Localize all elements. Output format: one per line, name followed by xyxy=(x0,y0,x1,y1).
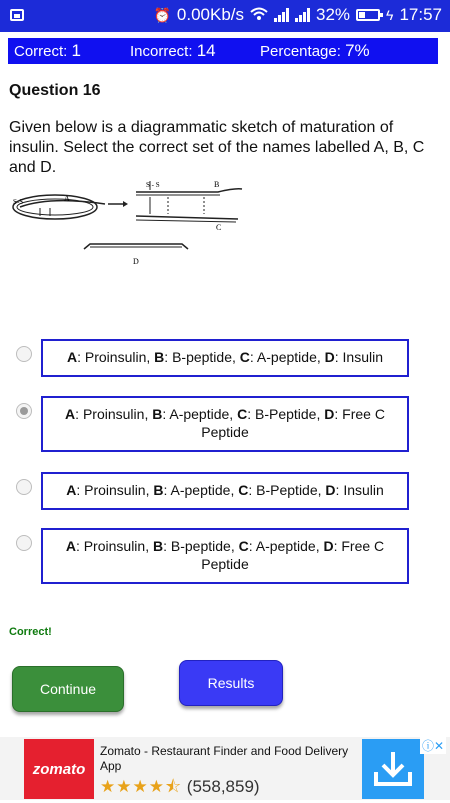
option-2-a: Proinsulin xyxy=(82,406,145,422)
incorrect-count xyxy=(130,41,216,61)
option-2-radio[interactable] xyxy=(16,403,32,419)
option-2[interactable]: A: Proinsulin, B: A-peptide, C: B-Peptide, D: Free C Peptide xyxy=(41,396,409,452)
ad-logo[interactable]: zomato xyxy=(24,739,94,799)
option-3-d: Insulin xyxy=(343,482,384,498)
percentage-label: Percentage: xyxy=(260,43,341,60)
option-1-d: Insulin xyxy=(342,349,384,365)
option-3-a: Proinsulin xyxy=(84,482,146,498)
feedback-text: Correct! xyxy=(9,626,52,638)
option-4-d: Free C Peptide xyxy=(201,538,385,572)
option-3[interactable]: A: Proinsulin, B: A-peptide, C: B-Peptide, D: Insulin xyxy=(41,472,409,510)
signal-1-icon xyxy=(274,8,289,22)
label-d: D xyxy=(133,257,139,266)
label-b: B xyxy=(214,180,220,189)
option-3-c: B-Peptide xyxy=(256,482,318,498)
star-rating-icon: ★★★★⯪ xyxy=(100,777,183,796)
score-bar xyxy=(8,38,438,64)
clock: 17:57 xyxy=(399,5,442,24)
insulin-maturation-diagram xyxy=(10,176,250,270)
status-right xyxy=(153,5,442,25)
question-text: Given below is a diagrammatic sketch of maturation of insulin. Select the correct set of the names labelled A, B, C and D. xyxy=(9,119,425,176)
option-4-c: A-peptide xyxy=(255,538,316,554)
percentage xyxy=(260,41,370,61)
percentage-value: 7% xyxy=(345,41,370,60)
option-4-radio[interactable] xyxy=(16,535,32,551)
option-2-d: Free C Peptide xyxy=(201,406,385,440)
signal-2-icon xyxy=(295,8,310,22)
incorrect-label: Incorrect: xyxy=(130,43,193,60)
notification-icon xyxy=(10,9,24,21)
option-1[interactable]: A: Proinsulin, B: B-peptide, C: A-peptide, D: Insulin xyxy=(41,339,409,377)
ad-rating xyxy=(100,774,260,803)
battery-percent: 32% xyxy=(316,5,351,24)
option-2-c: B-Peptide xyxy=(254,406,317,422)
continue-button[interactable]: Continue xyxy=(12,666,124,712)
status-bar xyxy=(0,0,450,32)
option-4-b: B-peptide xyxy=(170,538,231,554)
correct-label: Correct: xyxy=(14,43,68,60)
ad-banner[interactable] xyxy=(0,737,450,800)
wifi-icon xyxy=(250,7,268,24)
ad-rating-count: (558,859) xyxy=(186,777,260,796)
correct-count xyxy=(14,41,81,61)
download-icon xyxy=(373,750,413,788)
option-1-c: A-peptide xyxy=(256,349,317,365)
alarm-icon: ⏰ xyxy=(153,6,171,23)
label-a: A xyxy=(64,194,70,203)
option-1-b: B-peptide xyxy=(172,349,232,365)
label-s3: S - S xyxy=(146,181,160,189)
charging-icon: ϟ xyxy=(386,7,394,23)
option-4[interactable]: A: Proinsulin, B: B-peptide, C: A-peptide, D: Free C Peptide xyxy=(41,528,409,584)
question-title: Question 16 xyxy=(9,82,101,99)
option-3-b: A-peptide xyxy=(170,482,231,498)
label-c: C xyxy=(216,223,222,232)
correct-value: 1 xyxy=(71,41,81,60)
option-2-b: A-peptide xyxy=(169,406,230,422)
network-speed: 0.00Kb/s xyxy=(176,5,244,24)
ad-install-button[interactable] xyxy=(362,739,424,799)
option-4-a: Proinsulin xyxy=(83,538,146,554)
incorrect-value: 14 xyxy=(196,41,216,60)
option-1-a: Proinsulin xyxy=(84,349,147,365)
label-ss: S-S xyxy=(13,198,24,206)
ad-title[interactable]: Zomato - Restaurant Finder and Food Delivery App xyxy=(100,744,349,773)
results-button[interactable]: Results xyxy=(179,660,283,706)
option-3-radio[interactable] xyxy=(16,479,32,495)
option-1-radio[interactable] xyxy=(16,346,32,362)
ad-choices-icon[interactable]: ⓘ✕ xyxy=(421,739,444,753)
battery-icon xyxy=(356,9,380,21)
